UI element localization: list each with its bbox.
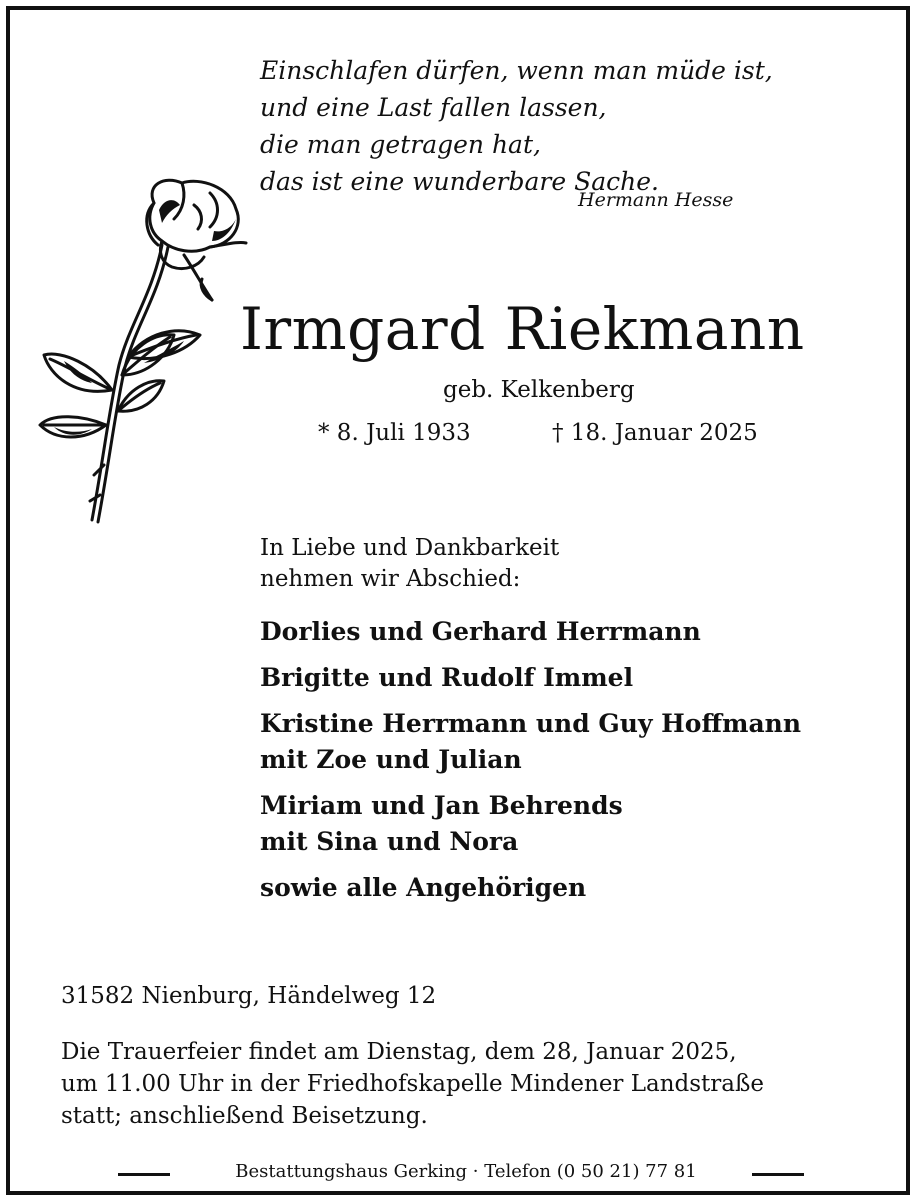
mourner-group — [260, 706, 801, 778]
funeral-home-footer: Bestattungshaus Gerking · Telefon (0 50 21) 77 81 — [180, 1161, 752, 1182]
footer-rule-right — [752, 1173, 804, 1176]
quote-author: Hermann Hesse — [578, 189, 734, 211]
mourner-line: sowie alle Angehörigen — [260, 873, 587, 902]
ceremony-line: Die Trauerfeier findet am Dienstag, dem 28, Januar 2025, — [61, 1039, 737, 1065]
birth-date: * 8. Juli 1933 — [318, 420, 471, 446]
mourner-line: Kristine Herrmann und Guy Hoffmann — [260, 709, 801, 738]
mourner-line: Miriam und Jan Behrends — [260, 791, 623, 820]
quote — [260, 52, 773, 200]
footer-rule-left — [118, 1173, 170, 1176]
mourners-list — [260, 614, 801, 916]
mourner-group — [260, 870, 801, 906]
farewell-intro — [260, 533, 559, 595]
quote-line: Einschlafen dürfen, wenn man müde ist, — [260, 56, 773, 85]
death-date: † 18. Januar 2025 — [552, 420, 758, 446]
maiden-name: geb. Kelkenberg — [443, 377, 635, 403]
mourner-group — [260, 614, 801, 650]
rose-icon — [34, 175, 254, 531]
quote-line: und eine Last fallen lassen, — [260, 93, 607, 122]
mourner-group — [260, 788, 801, 860]
mourner-line: Brigitte und Rudolf Immel — [260, 663, 634, 692]
ceremony-line: statt; anschließend Beisetzung. — [61, 1103, 428, 1129]
mourner-group — [260, 660, 801, 696]
intro-line: In Liebe und Dankbarkeit — [260, 535, 560, 561]
address: 31582 Nienburg, Händelweg 12 — [61, 983, 437, 1009]
ceremony-line: um 11.00 Uhr in der Friedhofskapelle Mindener Landstraße — [61, 1071, 764, 1097]
mourner-line: mit Zoe und Julian — [260, 745, 522, 774]
mourner-line: Dorlies und Gerhard Herrmann — [260, 617, 701, 646]
mourner-line: mit Sina und Nora — [260, 827, 519, 856]
ceremony-info — [61, 1036, 764, 1132]
intro-line: nehmen wir Abschied: — [260, 566, 521, 592]
deceased-name: Irmgard Riekmann — [240, 295, 805, 363]
quote-line: das ist eine wunderbare Sache. — [260, 167, 659, 196]
quote-line: die man getragen hat, — [260, 130, 541, 159]
